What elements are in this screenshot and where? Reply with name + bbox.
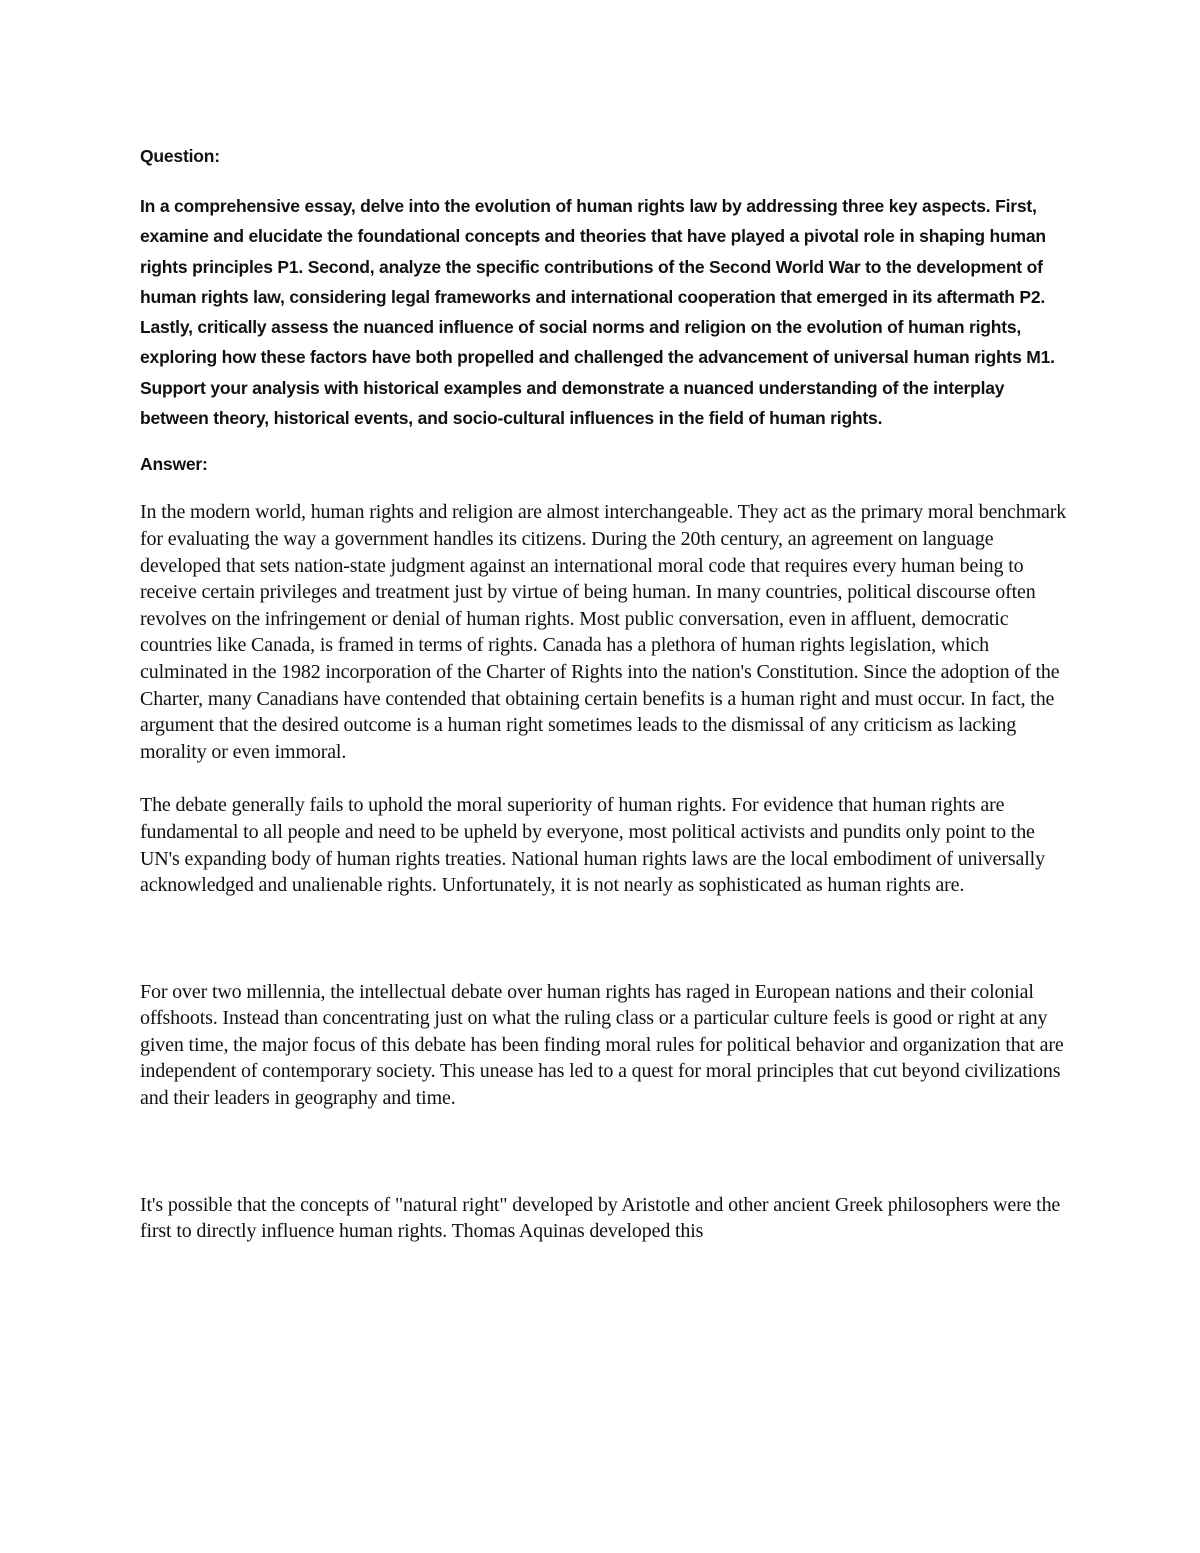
paragraph-spacer <box>140 1112 1070 1192</box>
answer-paragraph-1: In the modern world, human rights and religion are almost interchangeable. They act as the primary moral benchmark for evaluating the way a government handles its citizens. During the 20th century, an agreement on language developed that sets nation-state judgment against an international moral code that requires every human being to receive certain privileges and treatment just by virtue of being human. In many countries, political discourse often revolves on the infringement or denial of human rights. Most public conversation, even in affluent, democratic countries like Canada, is framed in terms of rights. Canada has a plethora of human rights legislation, which culminated in the 1982 incorporation of the Charter of Rights into the nation's Constitution. Since the adoption of the Charter, many Canadians have contended that obtaining certain benefits is a human right and must occur. In fact, the argument that the desired outcome is a human right sometimes leads to the dismissal of any criticism as lacking morality or even immoral. <box>140 501 1067 763</box>
paragraph-spacer <box>140 765 1070 792</box>
answer-paragraph-4: It's possible that the concepts of "natural right" developed by Aristotle and other ancient Greek philosophers were the first to directly influence human rights. Thomas Aquinas developed this <box>140 1193 1061 1243</box>
answer-paragraph-2: The debate generally fails to uphold the moral superiority of human rights. For evidence that human rights are fundamental to all people and need to be upheld by everyone, most political activists and pundits only point to the UN's expanding body of human rights treaties. National human rights laws are the local embodiment of universally acknowledged and unalienable rights. Unfortunately, it is not nearly as sophisticated as human rights are. <box>140 794 1045 897</box>
paragraph-spacer <box>140 899 1070 979</box>
question-text: In a comprehensive essay, delve into the evolution of human rights law by addressing three key aspects. First, examine and elucidate the foundational concepts and theories that have played a pivotal role in shaping human rights principles P1. Second, analyze the specific contributions of the Second World War to the development of human rights law, considering legal frameworks and international cooperation that emerged in its aftermath P2. Lastly, critically assess the nuanced influence of social norms and religion on the evolution of human rights, exploring how these factors have both propelled and challenged the advancement of universal human rights M1. Support your analysis with historical examples and demonstrate a nuanced understanding of the interplay between theory, historical events, and socio-cultural influences in the field of human rights. <box>140 196 1055 429</box>
answer-paragraph-3: For over two millennia, the intellectual debate over human rights has raged in European nations and their colonial offshoots. Instead than concentrating just on what the ruling class or a particular culture feels is good or right at any given time, the major focus of this debate has been finding moral rules for political behavior and organization that are independent of contemporary society. This unease has led to a quest for moral principles that cut beyond civilizations and their leaders in geography and time. <box>140 980 1064 1110</box>
question-label: Question: <box>140 146 220 166</box>
answer-label: Answer: <box>140 454 208 475</box>
document-body <box>140 143 1070 1245</box>
